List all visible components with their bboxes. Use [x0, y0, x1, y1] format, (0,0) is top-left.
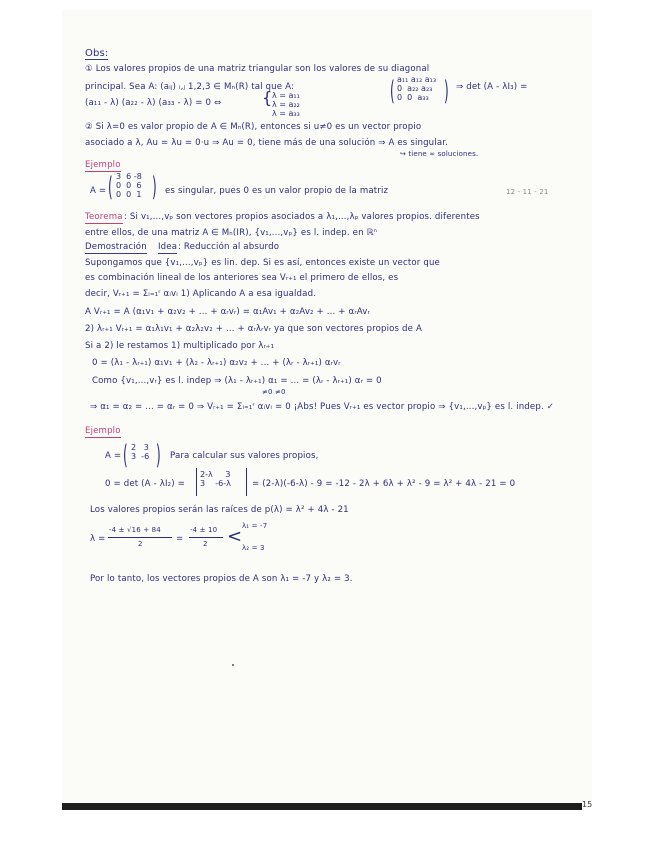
root: λ = a₁₁: [272, 91, 300, 100]
proof-line: Supongamos que {v₁,...,vₚ} es lin. dep. Si es así, entonces existe un vector que: [85, 258, 440, 268]
item1-line2b: ⇒ det (A - λI₃) =: [456, 82, 528, 92]
proof-line: decir, Vᵣ₊₁ = Σᵢ₌₁ʳ αᵢvᵢ 1) Aplicando A a esa igualdad.: [85, 289, 317, 299]
matrix-paren-left: (: [108, 172, 113, 203]
item1-roots: [272, 91, 300, 118]
lambda2: λ₂ = 3: [242, 544, 265, 552]
root: λ = a₃₃: [272, 109, 300, 118]
matrix-row: 2 3: [131, 443, 149, 452]
proof-line: ⇒ α₁ = α₂ = ... = αᵣ = 0 ⇒ Vᵣ₊₁ = Σᵢ₌₁ʳ αᵢvᵢ = 0 ¡Abs! Pues Vᵣ₊₁ es vector propio ⇒ {v₁,...,vₚ} es l. indep. ✓: [90, 402, 555, 412]
matrix-row: 3 -6: [131, 452, 150, 461]
matrix-paren-right: ): [444, 76, 449, 107]
idea-text: : Reducción al absurdo: [178, 242, 280, 252]
branch-icon: <: [227, 526, 243, 547]
demostracion-label: Demostración: [85, 242, 147, 252]
frac1-den: 2: [138, 540, 143, 548]
frac1-num: -4 ± √16 + 84: [109, 526, 161, 534]
proof-line: Como {v₁,...,vᵣ} es l. indep ⇒ (λ₁ - λᵣ₊₁) α₁ = ... = (λᵣ - λᵣ₊₁) αᵣ = 0: [92, 376, 382, 386]
item2-line1: ② Si λ=0 es valor propio de A ∈ Mₙ(R), entonces si u≠0 es un vector propio: [85, 122, 422, 132]
det-matrix: [200, 470, 231, 488]
matrix-row: 3 6 -8: [116, 172, 142, 181]
proof-line: Si a 2) le restamos 1) multiplicado por λᵣ₊₁: [85, 341, 275, 351]
proof-line: A Vᵣ₊₁ = A (α₁v₁ + α₂v₂ + ... + αᵣvᵣ) = α₁Av₁ + α₂Av₂ + ... + αᵣAvᵣ: [85, 307, 370, 317]
brace: {: [262, 88, 273, 107]
frac2-bar: [189, 537, 223, 538]
ejemplo1-label: Ejemplo: [85, 160, 121, 170]
conclusion: Por lo tanto, los vectores propios de A son λ₁ = -7 y λ₂ = 3.: [90, 574, 353, 584]
det-bar-right: [246, 468, 247, 496]
page-bottom-edge: [62, 803, 582, 810]
ink-dot: [232, 664, 234, 666]
matrix-paren-right: ): [152, 172, 157, 203]
item1-line1: ① Los valores propios de una matriz triangular son los valores de su diagonal: [85, 64, 430, 74]
proof-line: 0 = (λ₁ - λᵣ₊₁) α₁v₁ + (λ₂ - λᵣ₊₁) α₂v₂ + ... + (λᵣ - λᵣ₊₁) αᵣvᵣ: [92, 358, 341, 368]
ejemplo2-a-prefix: A =: [105, 451, 122, 461]
roots-text: Los valores propios serán las raíces de p(λ) = λ² + 4λ - 21: [90, 505, 349, 515]
det-prefix: 0 = det (A - λI₂) =: [105, 479, 185, 489]
ejemplo1-text: es singular, pues 0 es un valor propio de la matriz: [165, 186, 389, 196]
matrix-row: 2-λ 3: [200, 470, 231, 479]
det-text: = (2-λ)(-6-λ) - 9 = -12 - 2λ + 6λ + λ² - 9 = λ² + 4λ - 21 = 0: [252, 479, 516, 489]
lambda-eq: λ =: [90, 534, 106, 544]
ejemplo2-a-text: Para calcular sus valores propios,: [170, 451, 319, 461]
frac1-bar: [108, 537, 172, 538]
teorema-line2: entre ellos, de una matriz A ∈ Mₙ(IR), {v₁,...,vₚ} es l. indep. en ℝⁿ: [85, 228, 378, 238]
matrix-paren-left: (: [390, 76, 395, 107]
date: 12 - 11 - 21: [506, 188, 549, 196]
matrix-row: 0 a₂₂ a₂₃: [397, 84, 433, 93]
equals: =: [176, 534, 184, 544]
item1-line3: (a₁₁ - λ) (a₂₂ - λ) (a₃₃ - λ) = 0 ⇔: [85, 98, 222, 108]
page-number: 15: [582, 800, 593, 809]
obs-title: Obs:: [85, 48, 109, 59]
item1-matrix: [397, 75, 436, 102]
matrix-row: 0 0 1: [116, 190, 142, 199]
item1-line2: principal. Sea A: (aᵢⱼ) ᵢ,ⱼ 1,2,3 ∈ Mₙ(R) tal que A:: [85, 82, 295, 92]
ejemplo2-label: Ejemplo: [85, 426, 121, 436]
proof-line: 2) λᵣ₊₁ Vᵣ₊₁ = α₁λ₁v₁ + α₂λ₂v₂ + ... + αᵣλᵣvᵣ ya que son vectores propios de A: [85, 324, 422, 334]
root: λ = a₂₂: [272, 100, 300, 109]
det-bar-left: [196, 468, 197, 496]
idea-label: Idea: [158, 242, 178, 252]
lambda1: λ₁ = -7: [242, 522, 268, 530]
ejemplo2-a-matrix: [131, 443, 149, 461]
matrix-row: 0 0 6: [116, 181, 142, 190]
item2-line2: asociado a λ, Au = λu = 0·u ⇒ Au = 0, tiene más de una solución ⇒ A es singular.: [85, 138, 449, 148]
frac2-den: 2: [203, 540, 208, 548]
frac2-num: -4 ± 10: [190, 526, 218, 534]
matrix-row: 0 0 a₃₃: [397, 93, 429, 102]
teorema-line1: : Si v₁,...,vₚ son vectores propios asociados a λ₁,...,λₚ valores propios. diferentes: [124, 212, 480, 222]
ejemplo1-matrix: [116, 172, 142, 199]
ejemplo1-prefix: A =: [90, 186, 107, 196]
matrix-row: 3 -6-λ: [200, 479, 231, 488]
matrix-row: a₁₁ a₁₂ a₁₃: [397, 75, 437, 84]
proof-note: ≠0 ≠0: [262, 388, 286, 396]
item2-line3: ↪ tiene ∞ soluciones.: [400, 150, 479, 158]
teorema-label: Teorema: [85, 212, 123, 222]
matrix-paren-left: (: [123, 440, 128, 471]
proof-line: es combinación lineal de los anteriores sea Vᵣ₊₁ el primero de ellos, es: [85, 273, 399, 283]
matrix-paren-right: ): [156, 440, 161, 471]
